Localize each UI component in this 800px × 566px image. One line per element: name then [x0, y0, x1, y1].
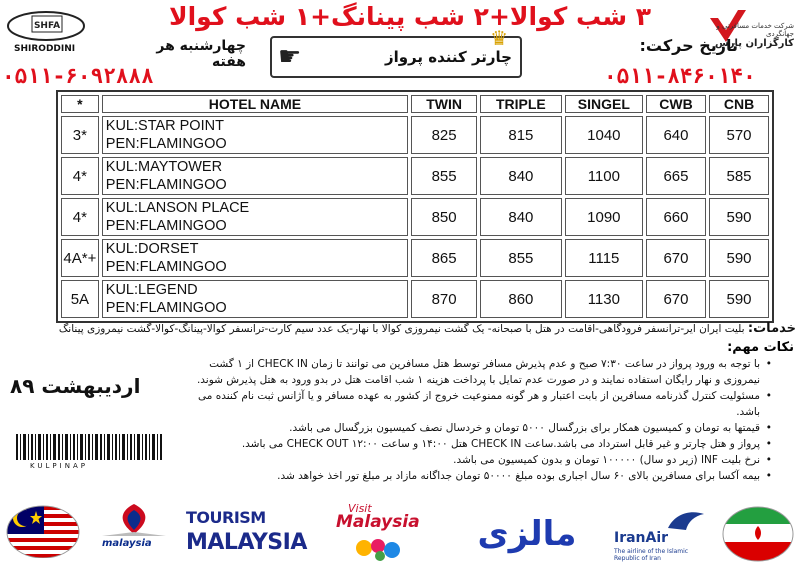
note-item: • پرواز و هتل چارتر و غیر قابل استرداد می باشد.ساعت CHECK IN هتل ۱۴:۰۰ و ساعت CHECK OUT ۱۲:۰۰ می باشد.	[190, 436, 772, 452]
hotel-pen: PEN:FLAMINGOO	[105, 259, 227, 275]
visit-malaysia-word: Malaysia	[336, 512, 420, 532]
star-cell: 3*	[61, 116, 99, 154]
star-cell: 4*	[61, 157, 99, 195]
twin-cell: 865	[411, 239, 477, 277]
hotel-cell	[102, 198, 408, 236]
iranair-subtitle: The airline of the Islamic Republic of Iran	[614, 548, 689, 562]
malazi-logo: مالزی	[477, 514, 577, 554]
triple-cell: 855	[480, 239, 562, 277]
notes-title: نکات مهم:	[727, 340, 794, 355]
barcode-text: KULPINAP	[30, 462, 88, 470]
phone-left: ۰۵۱۱-۶۰۹۲۸۸۸	[2, 64, 154, 88]
mas-logo	[94, 500, 174, 560]
triple-cell: 840	[480, 198, 562, 236]
departure-label: تاریخ حرکت:	[639, 36, 738, 55]
col-hotel: HOTEL NAME	[102, 95, 408, 113]
services-text: بلیت ایران ایر-ترانسفر فرودگاهی-اقامت در هتل با صبحانه- یک گشت نیمروزی کوالا با نهار-یک عدد سیم کارت-ترانسفر کوالا-پینانگ-کوالا-گشت نیمروزی پینانگ	[58, 323, 745, 335]
page-title: ۳ شب کوالا+۲ شب پینانگ+۱ شب کوالا	[168, 2, 652, 31]
twin-cell: 855	[411, 157, 477, 195]
table-row	[61, 198, 769, 236]
cnb-cell: 590	[709, 280, 769, 318]
hotel-cell	[102, 280, 408, 318]
table-row	[61, 157, 769, 195]
visit-word: Visit	[348, 502, 372, 515]
phone-right: ۰۵۱۱-۸۴۶۰۱۴۰	[604, 64, 756, 88]
weekly-label: چهارشنبه هر هفته	[156, 38, 246, 70]
table-row	[61, 116, 769, 154]
note-item: • قیمتها به تومان و کمیسیون همکار برای بزرگسال ۵۰۰۰ تومان و خردسال نصف کمیسیون بزرگسال می باشد.	[190, 420, 772, 436]
cwb-cell: 660	[646, 198, 706, 236]
brand-small-text: شرکت خدمات مسافرتی و جهانگردی	[716, 22, 794, 38]
notes-list	[190, 356, 772, 484]
hotel-pen: PEN:FLAMINGOO	[105, 300, 227, 316]
hotel-kul: KUL:STAR POINT	[105, 118, 224, 134]
date-label: اردیبهشت ۸۹	[10, 374, 141, 398]
hotel-cell	[102, 116, 408, 154]
hotel-kul: KUL:LANSON PLACE	[105, 200, 250, 216]
services-line	[10, 322, 796, 336]
col-star: *	[61, 95, 99, 113]
cnb-cell: 590	[709, 239, 769, 277]
note-item: • بیمه آکسا برای مسافرین بالای ۶۰ سال اجباری بوده مبلغ ۵۰۰۰۰ تومان جداگانه مازاد بر مبلغ تور اخذ خواهد شد.	[190, 468, 772, 484]
star-cell: 4A*+	[61, 239, 99, 277]
triple-cell: 840	[480, 157, 562, 195]
logo-badge: SHFA	[33, 21, 61, 31]
services-label: خدمات:	[747, 321, 796, 336]
charter-label: چارتر کننده پرواز	[384, 48, 512, 66]
table-row	[61, 280, 769, 318]
flower-icon	[350, 534, 410, 562]
tourism-malaysia-logo	[186, 508, 326, 564]
mas-kite-icon	[94, 500, 174, 540]
malaysia-flag-icon	[4, 502, 82, 558]
star-cell: 4*	[61, 198, 99, 236]
cwb-cell: 665	[646, 157, 706, 195]
single-cell: 1130	[565, 280, 643, 318]
homa-bird-icon	[666, 508, 706, 532]
twin-cell: 870	[411, 280, 477, 318]
table-header-row	[61, 95, 769, 113]
hotel-kul: KUL:MAYTOWER	[105, 159, 223, 175]
table-row	[61, 239, 769, 277]
crown-icon: ♛	[490, 26, 508, 50]
visit-malaysia-logo	[330, 502, 440, 562]
cnb-cell: 570	[709, 116, 769, 154]
mas-label: malaysia	[102, 538, 152, 549]
hotel-cell	[102, 239, 408, 277]
note-item: • نرخ بلیت INF (زیر دو سال) ۱۰۰۰۰۰ تومان و بدون کمیسیون می باشد.	[190, 452, 772, 468]
col-twin: TWIN	[411, 95, 477, 113]
single-cell: 1040	[565, 116, 643, 154]
pointing-hand-icon: ☛	[278, 42, 302, 72]
single-cell: 1115	[565, 239, 643, 277]
cwb-cell: 640	[646, 116, 706, 154]
iranair-name: IranAir	[614, 530, 669, 546]
hotel-kul: KUL:DORSET	[105, 241, 199, 257]
single-cell: 1090	[565, 198, 643, 236]
star-cell: 5A	[61, 280, 99, 318]
hotel-pen: PEN:FLAMINGOO	[105, 177, 227, 193]
charter-box	[270, 26, 522, 78]
iranair-logo	[612, 508, 716, 564]
note-item: • مسئولیت کنترل گذرنامه مسافرین از بابت اعتبار و هر گونه ممنوعیت خروج از کشور به عهده مسافر و یا آژانس ثبت نام کننده می باشد.	[190, 388, 772, 420]
logo-text: SHIRODDINI	[14, 44, 76, 54]
shroddini-logo-icon	[6, 4, 92, 44]
barcode-icon	[16, 434, 166, 460]
col-single: SINGEL	[565, 95, 643, 113]
col-cwb: CWB	[646, 95, 706, 113]
hotel-pen: PEN:FLAMINGOO	[105, 136, 227, 152]
hotel-pen: PEN:FLAMINGOO	[105, 218, 227, 234]
hotel-cell	[102, 157, 408, 195]
col-triple: TRIPLE	[480, 95, 562, 113]
brand-name: کارگزاران پارس	[714, 38, 794, 49]
triple-cell: 815	[480, 116, 562, 154]
single-cell: 1100	[565, 157, 643, 195]
cnb-cell: 585	[709, 157, 769, 195]
price-table	[56, 90, 774, 323]
cwb-cell: 670	[646, 239, 706, 277]
note-item: • با توجه به ورود پرواز در ساعت ۷:۳۰ صبح و عدم پذیرش مسافر توسط هتل مسافرین می توانند تا زمان CHECK IN از ۱ گشت نیمروزی و نهار رایگان استفاده نمایند و در صورت عدم تمایل با پرداخت هزینه ۱ شب اقامت هتل در بدو ورود به هتل پذیرش شوند.	[190, 356, 772, 388]
tourism-word: TOURISM	[186, 508, 266, 527]
shroddini-logo	[6, 4, 92, 64]
cwb-cell: 670	[646, 280, 706, 318]
malaysia-word: MALAYSIA	[186, 530, 307, 555]
triple-cell: 860	[480, 280, 562, 318]
cnb-cell: 590	[709, 198, 769, 236]
twin-cell: 850	[411, 198, 477, 236]
hotel-kul: KUL:LEGEND	[105, 282, 198, 298]
twin-cell: 825	[411, 116, 477, 154]
col-cnb: CNB	[709, 95, 769, 113]
iran-flag-icon	[720, 504, 796, 562]
